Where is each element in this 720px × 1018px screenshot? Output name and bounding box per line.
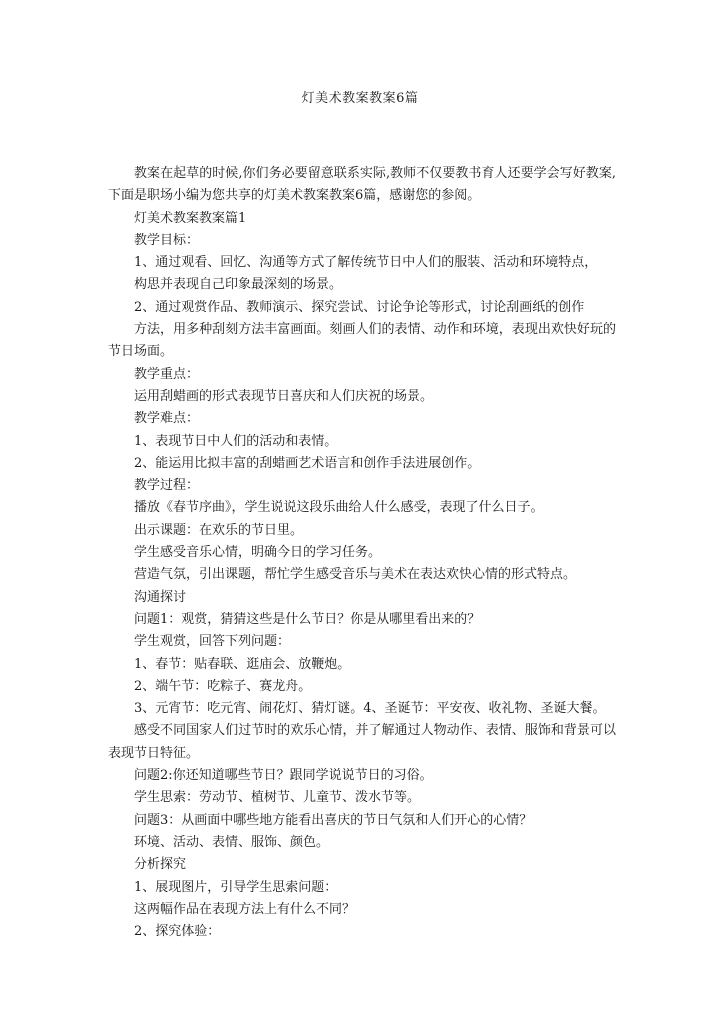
paragraph: 灯美术教案教案篇1 <box>134 210 247 226</box>
paragraph: 学生思索：劳动节、植树节、儿童节、泼水节等。 <box>134 790 421 806</box>
paragraph: 方法，用多种刮刻方法丰富画面。刻画人们的表情、动作和环境，表现出欢快好玩的节日场面。 <box>108 322 616 360</box>
paragraph: 营造气氛，引出课题，帮忙学生感受音乐与美术在表达欢快心情的形式特点。 <box>134 567 577 583</box>
paragraph: 教学目标： <box>134 232 200 248</box>
paragraph: 3、元宵节：吃元宵、闹花灯、猜灯谜。4、圣诞节：平安夜、收礼物、圣诞大餐。 <box>134 701 606 717</box>
paragraph: 出示课题：在欢乐的节日里。 <box>134 522 304 538</box>
paragraph: 构思并表现自己印象最深刻的场景。 <box>134 277 343 293</box>
paragraph: 1、表现节日中人们的活动和表情。 <box>134 433 338 449</box>
paragraph: 2、通过观赏作品、教师演示、探究尝试、讨论争论等形式，讨论刮画纸的创作 <box>134 299 585 315</box>
paragraph: 沟通探讨 <box>134 589 187 605</box>
paragraph: 问题3：从画面中哪些地方能看出喜庆的节日气氛和人们开心的心情？ <box>134 812 533 828</box>
paragraph: 学生感受音乐心情，明确今日的学习任务。 <box>134 545 382 561</box>
paragraph: 播放《春节序曲》，学生说说这段乐曲给人什么感受，表现了什么日子。 <box>134 500 544 516</box>
paragraph: 教学难点： <box>134 411 200 427</box>
paragraph: 环境、活动、表情、服饰、颜色。 <box>134 834 330 850</box>
document-body <box>108 163 616 943</box>
paragraph: 问题1：观赏，猜猜这些是什么节日？你是从哪里看出来的？ <box>134 611 481 627</box>
paragraph: 分析探究 <box>134 857 187 873</box>
paragraph: 2、能运用比拟丰富的刮蜡画艺术语言和创作手法进展创作。 <box>134 455 481 471</box>
paragraph: 这两幅作品在表现方法上有什么不同？ <box>134 901 356 917</box>
document-title: 灯美术教案教案6篇 <box>301 91 419 106</box>
paragraph: 教案在起草的时候,你们务必要留意联系实际,教师不仅要教书育人还要学会写好教案,下面是职场小编为您共享的灯美术教案教案6篇，感谢您的参阅。 <box>108 166 616 204</box>
paragraph: 问题2:你还知道哪些节日？跟同学说说节日的习俗。 <box>134 768 433 784</box>
paragraph: 1、展现图片，引导学生思索问题： <box>134 879 338 895</box>
paragraph: 感受不同国家人们过节时的欢乐心情，并了解通过人物动作、表情、服饰和背景可以表现节日特征。 <box>108 723 616 761</box>
paragraph: 教学重点： <box>134 366 200 382</box>
paragraph: 学生观赏，回答下列问题： <box>134 634 291 650</box>
paragraph: 1、通过观看、回忆、沟通等方式了解传统节日中人们的服装、活动和环境特点， <box>134 255 598 271</box>
paragraph: 教学过程： <box>134 478 200 494</box>
paragraph: 2、探究体验： <box>134 924 221 940</box>
paragraph: 运用刮蜡画的形式表现节日喜庆和人们庆祝的场景。 <box>134 388 434 404</box>
paragraph: 2、端午节：吃粽子、赛龙舟。 <box>134 678 312 694</box>
paragraph: 1、春节：贴春联、逛庙会、放鞭炮。 <box>134 656 351 672</box>
